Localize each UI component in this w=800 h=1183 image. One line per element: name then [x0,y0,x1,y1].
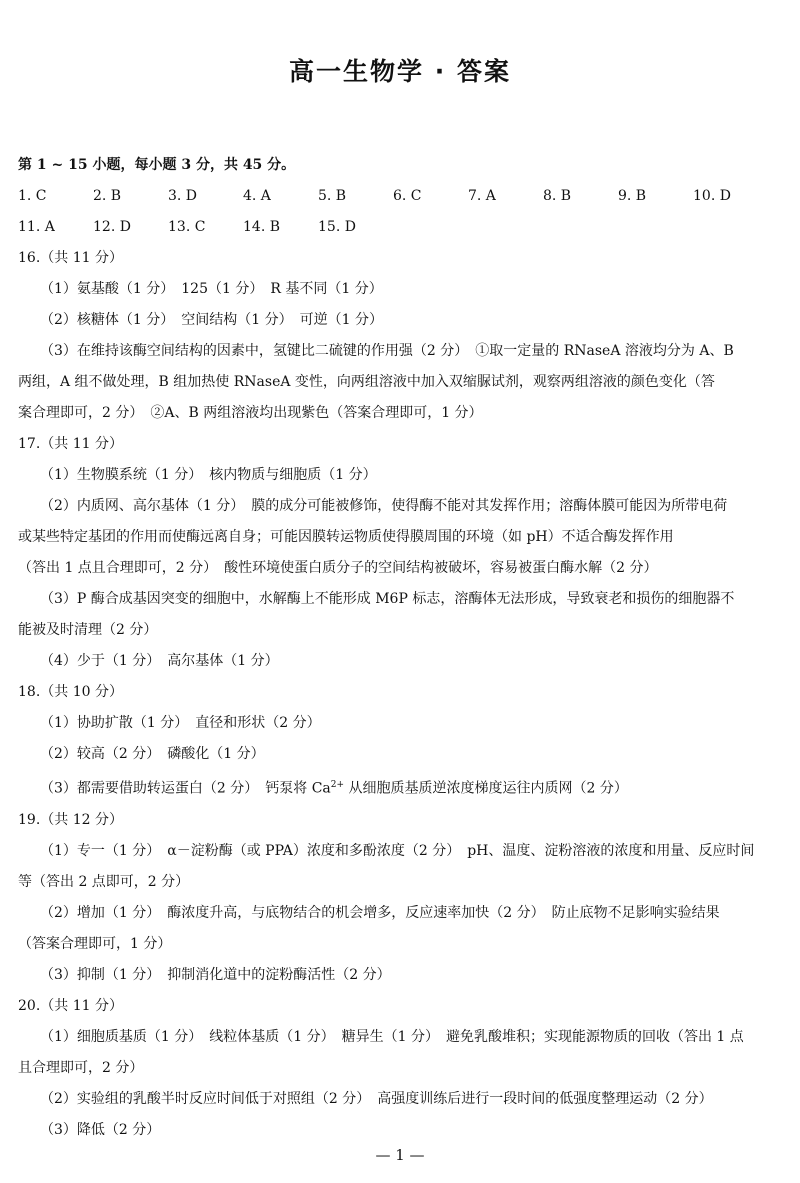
question-17-part-3-cont: 能被及时清理（2 分） [18,622,158,638]
question-16-part-3-cont: 两组，A 组不做处理，B 组加热使 RNaseA 变性，向两组溶液中加入双缩脲试剂，观察两组溶液的颜色变化（答 [18,374,715,390]
question-19-heading: 19.（共 12 分） [18,811,123,828]
mcq-answer: 7. A [468,188,496,204]
page-title: 高一生物学 · 答案 [289,57,511,86]
question-18-part-1: （1）协助扩散（1 分） 直径和形状（2 分） [40,715,321,731]
mcq-answer: 2. B [93,188,122,204]
calcium-charge: 2+ [330,780,345,790]
question-17-part-4: （4）少于（1 分） 高尔基体（1 分） [40,653,279,669]
mcq-answer: 12. D [93,219,131,235]
mcq-answer: 10. D [693,188,731,204]
section-intro: 第 1 ~ 15 小题，每小题 3 分，共 45 分。 [18,157,296,173]
mcq-answer: 14. B [243,219,281,235]
mcq-answer: 11. A [18,219,55,235]
answer-content [18,150,786,1146]
question-18-part-3-text: （3）都需要借助转运蛋白（2 分） 钙泵将 Ca [40,780,331,797]
mcq-answer: 8. B [543,188,572,204]
question-17-part-3: （3）P 酶合成基因突变的细胞中，水解酶上不能形成 M6P 标志，溶酶体无法形成，导致衰老和损伤的细胞器不 [40,591,735,607]
question-19-part-2-cont: （答案合理即可，1 分） [18,935,172,952]
question-17-part-1: （1）生物膜系统（1 分） 核内物质与细胞质（1 分） [40,467,377,483]
question-18-heading: 18.（共 10 分） [18,684,123,700]
question-17-part-2-cont: 或某些特定基团的作用而使酶远离自身；可能因膜转运物质使得膜周围的环境（如 pH）不适合酶发挥作用 [18,529,674,545]
question-20-part-1: （1）细胞质基质（1 分） 线粒体基质（1 分） 糖异生（1 分） 避免乳酸堆积；实现能源物质的回收（答出 1 点 [40,1028,744,1045]
question-18-part-3-text: 从细胞质基质逆浓度梯度运往内质网（2 分） [344,780,628,797]
question-19-part-1-cont: 等（答出 2 点即可，2 分） [18,873,190,890]
question-16-part-2: （2）核糖体（1 分） 空间结构（1 分） 可逆（1 分） [40,312,383,328]
mcq-answer: 9. B [618,188,647,204]
mcq-answers-row-1 [18,181,786,212]
mcq-answer: 6. C [393,188,422,204]
question-20-part-1-cont: 且合理即可，2 分） [18,1059,144,1076]
question-19-part-2: （2）增加（1 分） 酶浓度升高，与底物结合的机会增多，反应速率加快（2 分） 防止底物不足影响实验结果 [40,904,720,921]
mcq-answer: 13. C [168,219,206,235]
mcq-answer: 15. D [318,219,356,235]
question-17-part-2-cont: （答出 1 点且合理即可，2 分） 酸性环境使蛋白质分子的空间结构被破坏，容易被蛋白酶水解（2 分） [18,560,658,576]
mcq-answers-row-2 [18,212,786,243]
question-16-part-3: （3）在维持该酶空间结构的因素中，氢键比二硫键的作用强（2 分） ①取一定量的 RNaseA 溶液均分为 A、B [40,343,734,359]
question-17-heading: 17.（共 11 分） [18,436,123,452]
question-18-part-3 [18,770,786,805]
mcq-answer: 4. A [243,188,271,204]
mcq-answer: 5. B [318,188,347,204]
question-20-part-3: （3）降低（2 分） [40,1121,161,1138]
question-16-part-3-cont: 案合理即可，2 分） ②A、B 两组溶液均出现紫色（答案合理即可，1 分） [18,405,483,421]
question-19-part-3: （3）抑制（1 分） 抑制消化道中的淀粉酶活性（2 分） [40,966,391,983]
question-20-heading: 20.（共 11 分） [18,997,123,1014]
mcq-answer: 1. C [18,188,47,204]
question-16-heading: 16.（共 11 分） [18,250,123,266]
question-16-part-1: （1）氨基酸（1 分） 125（1 分） R 基不同（1 分） [40,281,383,297]
page-number: — 1 — [375,1146,425,1164]
mcq-answer: 3. D [168,188,198,204]
question-19-part-1: （1）专一（1 分） α－淀粉酶（或 PPA）浓度和多酚浓度（2 分） pH、温度、淀粉溶液的浓度和用量、反应时间 [40,842,755,859]
question-18-part-2: （2）较高（2 分） 磷酸化（1 分） [40,746,265,762]
question-20-part-2: （2）实验组的乳酸半时反应时间低于对照组（2 分） 高强度训练后进行一段时间的低强度整理运动（2 分） [40,1090,713,1107]
question-17-part-2: （2）内质网、高尔基体（1 分） 膜的成分可能被修饰，使得酶不能对其发挥作用；溶酶体膜可能因为所带电荷 [40,498,728,514]
